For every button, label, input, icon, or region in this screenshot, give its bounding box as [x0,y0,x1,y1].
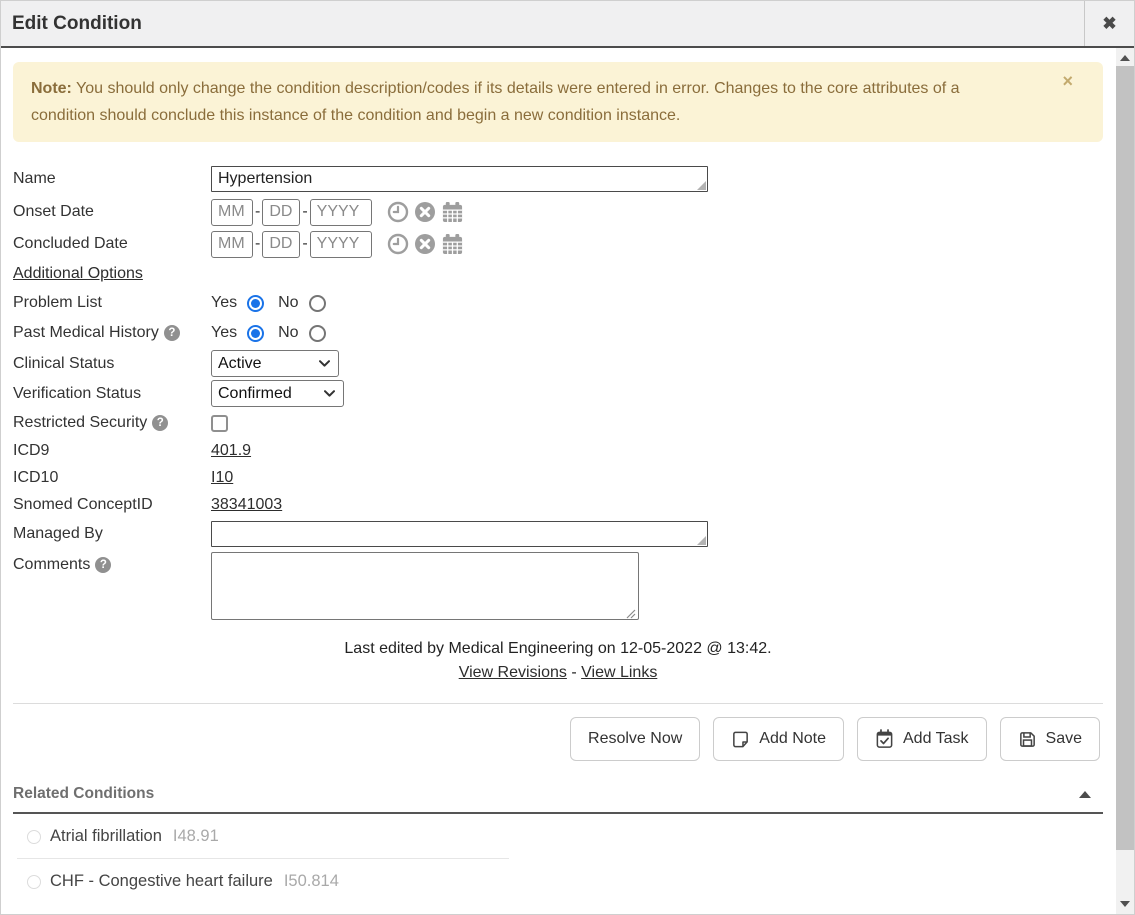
add-task-button[interactable] [857,717,987,761]
pmh-no-radio[interactable] [309,325,326,342]
onset-month-input[interactable] [211,199,253,226]
comments-textarea[interactable] [211,552,639,620]
problem-list-row [13,290,1103,316]
scrollbar-thumb[interactable] [1116,66,1134,850]
condition-name: CHF - Congestive heart failure [50,872,273,890]
view-revisions-link[interactable]: View Revisions [458,664,567,681]
add-note-button[interactable] [713,717,844,761]
clinical-status-label: Clinical Status [13,354,115,372]
icd10-row [13,466,1103,490]
managed-by-label: Managed By [13,525,103,542]
calendar-icon[interactable] [441,201,464,223]
related-conditions-title: Related Conditions [13,785,155,802]
meta-links [13,661,1103,685]
restricted-security-label: Restricted Security [13,414,148,431]
note-text-2: Changes to the core attributes of a condition should conclude this instance of the condition and begin a new condition instance. [31,80,960,124]
scrollbar-down-icon[interactable] [1120,901,1130,907]
past-medical-history-label: Past Medical History [13,324,159,341]
condition-code: I50.814 [283,872,339,890]
collapse-caret-icon[interactable] [1079,791,1091,798]
managed-by-row [13,521,1103,547]
clear-date-icon[interactable] [414,201,436,223]
verification-status-value: Confirmed [218,384,292,402]
add-note-label: Add Note [759,730,826,747]
help-icon[interactable]: ? [164,325,180,341]
add-task-label: Add Task [903,730,969,747]
condition-form [13,166,1103,625]
pmh-yes-label: Yes [211,324,238,341]
problem-list-no-label: No [278,294,299,311]
pmh-no-label: No [278,324,299,341]
vertical-scrollbar[interactable] [1116,48,1134,914]
save-button[interactable] [1000,717,1100,761]
pmh-yes-radio[interactable] [247,325,264,342]
note-label: Note: [31,80,72,97]
icd10-code-link[interactable]: I10 [211,469,234,486]
action-buttons [13,717,1103,761]
icd10-label: ICD10 [13,469,59,486]
task-calendar-icon [875,729,894,749]
clinical-status-value: Active [218,354,262,372]
concluded-date-row [13,230,1103,258]
clinical-status-row [13,350,1103,377]
name-input[interactable] [211,166,708,192]
dialog-body [1,48,1134,914]
past-medical-history-row [13,320,1103,346]
snomed-label: Snomed ConceptID [13,496,153,513]
onset-date-row [13,198,1103,226]
verification-status-label: Verification Status [13,384,142,402]
concluded-date-label: Concluded Date [13,235,128,252]
help-icon[interactable]: ? [95,557,111,573]
onset-day-input[interactable] [262,199,300,226]
resolve-now-button[interactable] [570,717,700,761]
dialog-content [1,48,1118,914]
icd9-code-link[interactable]: 401.9 [211,442,252,459]
note-banner [13,62,1103,142]
related-conditions-section [13,785,1103,903]
help-icon[interactable]: ? [152,415,168,431]
note-icon [731,730,750,749]
condition-radio[interactable] [27,875,41,889]
note-text-1: You should only change the condition description/codes if its details were entered in error. [76,80,710,97]
name-label: Name [13,170,56,187]
dialog-titlebar [1,1,1134,48]
last-edited-text: Last edited by Medical Engineering on 12-05-2022 @ 13:42. [344,640,772,657]
chevron-down-icon [324,390,335,397]
restricted-security-row [13,411,1103,435]
snomed-row [13,493,1103,517]
close-button[interactable] [1084,1,1134,46]
save-floppy-icon [1018,730,1037,749]
related-condition-item[interactable] [13,814,1103,858]
date-separator: - [302,203,308,220]
resolve-now-label: Resolve Now [588,730,683,747]
date-separator: - [255,203,261,220]
related-conditions-header [13,785,1103,814]
problem-list-label: Problem List [13,294,102,311]
onset-year-input[interactable] [310,199,372,226]
verification-status-row [13,380,1103,407]
view-links-link[interactable]: View Links [581,664,658,681]
scrollbar-up-icon[interactable] [1120,55,1130,61]
chevron-down-icon [319,360,330,367]
problem-list-yes-radio[interactable] [247,295,264,312]
problem-list-yes-label: Yes [211,294,238,311]
clock-icon[interactable] [387,233,409,255]
date-separator: - [302,235,308,252]
restricted-security-checkbox[interactable] [211,415,228,432]
additional-options-link[interactable]: Additional Options [13,265,143,282]
note-dismiss-icon[interactable]: × [1062,71,1073,91]
calendar-icon[interactable] [441,233,464,255]
related-condition-item[interactable] [13,859,1103,903]
condition-radio[interactable] [27,830,41,844]
icd9-row [13,439,1103,463]
date-separator: - [255,235,261,252]
icd9-label: ICD9 [13,442,50,459]
clock-icon[interactable] [387,201,409,223]
onset-date-label: Onset Date [13,203,94,220]
dialog-title: Edit Condition [12,12,142,34]
condition-name: Atrial fibrillation [50,827,162,845]
verification-status-select[interactable] [211,380,344,407]
comments-label: Comments [13,556,91,573]
close-icon: ✖ [1102,13,1117,33]
name-row [13,166,1103,192]
concluded-year-input[interactable] [310,231,372,258]
problem-list-no-radio[interactable] [309,295,326,312]
section-divider [13,703,1103,704]
concluded-month-input[interactable] [211,231,253,258]
additional-options-row [13,262,1103,286]
clinical-status-select[interactable] [211,350,339,377]
snomed-code-link[interactable]: 38341003 [211,496,283,513]
managed-by-input[interactable] [211,521,708,547]
clear-date-icon[interactable] [414,233,436,255]
concluded-day-input[interactable] [262,231,300,258]
comments-row [13,552,1103,625]
links-separator: - [571,664,577,681]
condition-code: I48.91 [172,827,219,845]
save-label: Save [1045,730,1082,747]
